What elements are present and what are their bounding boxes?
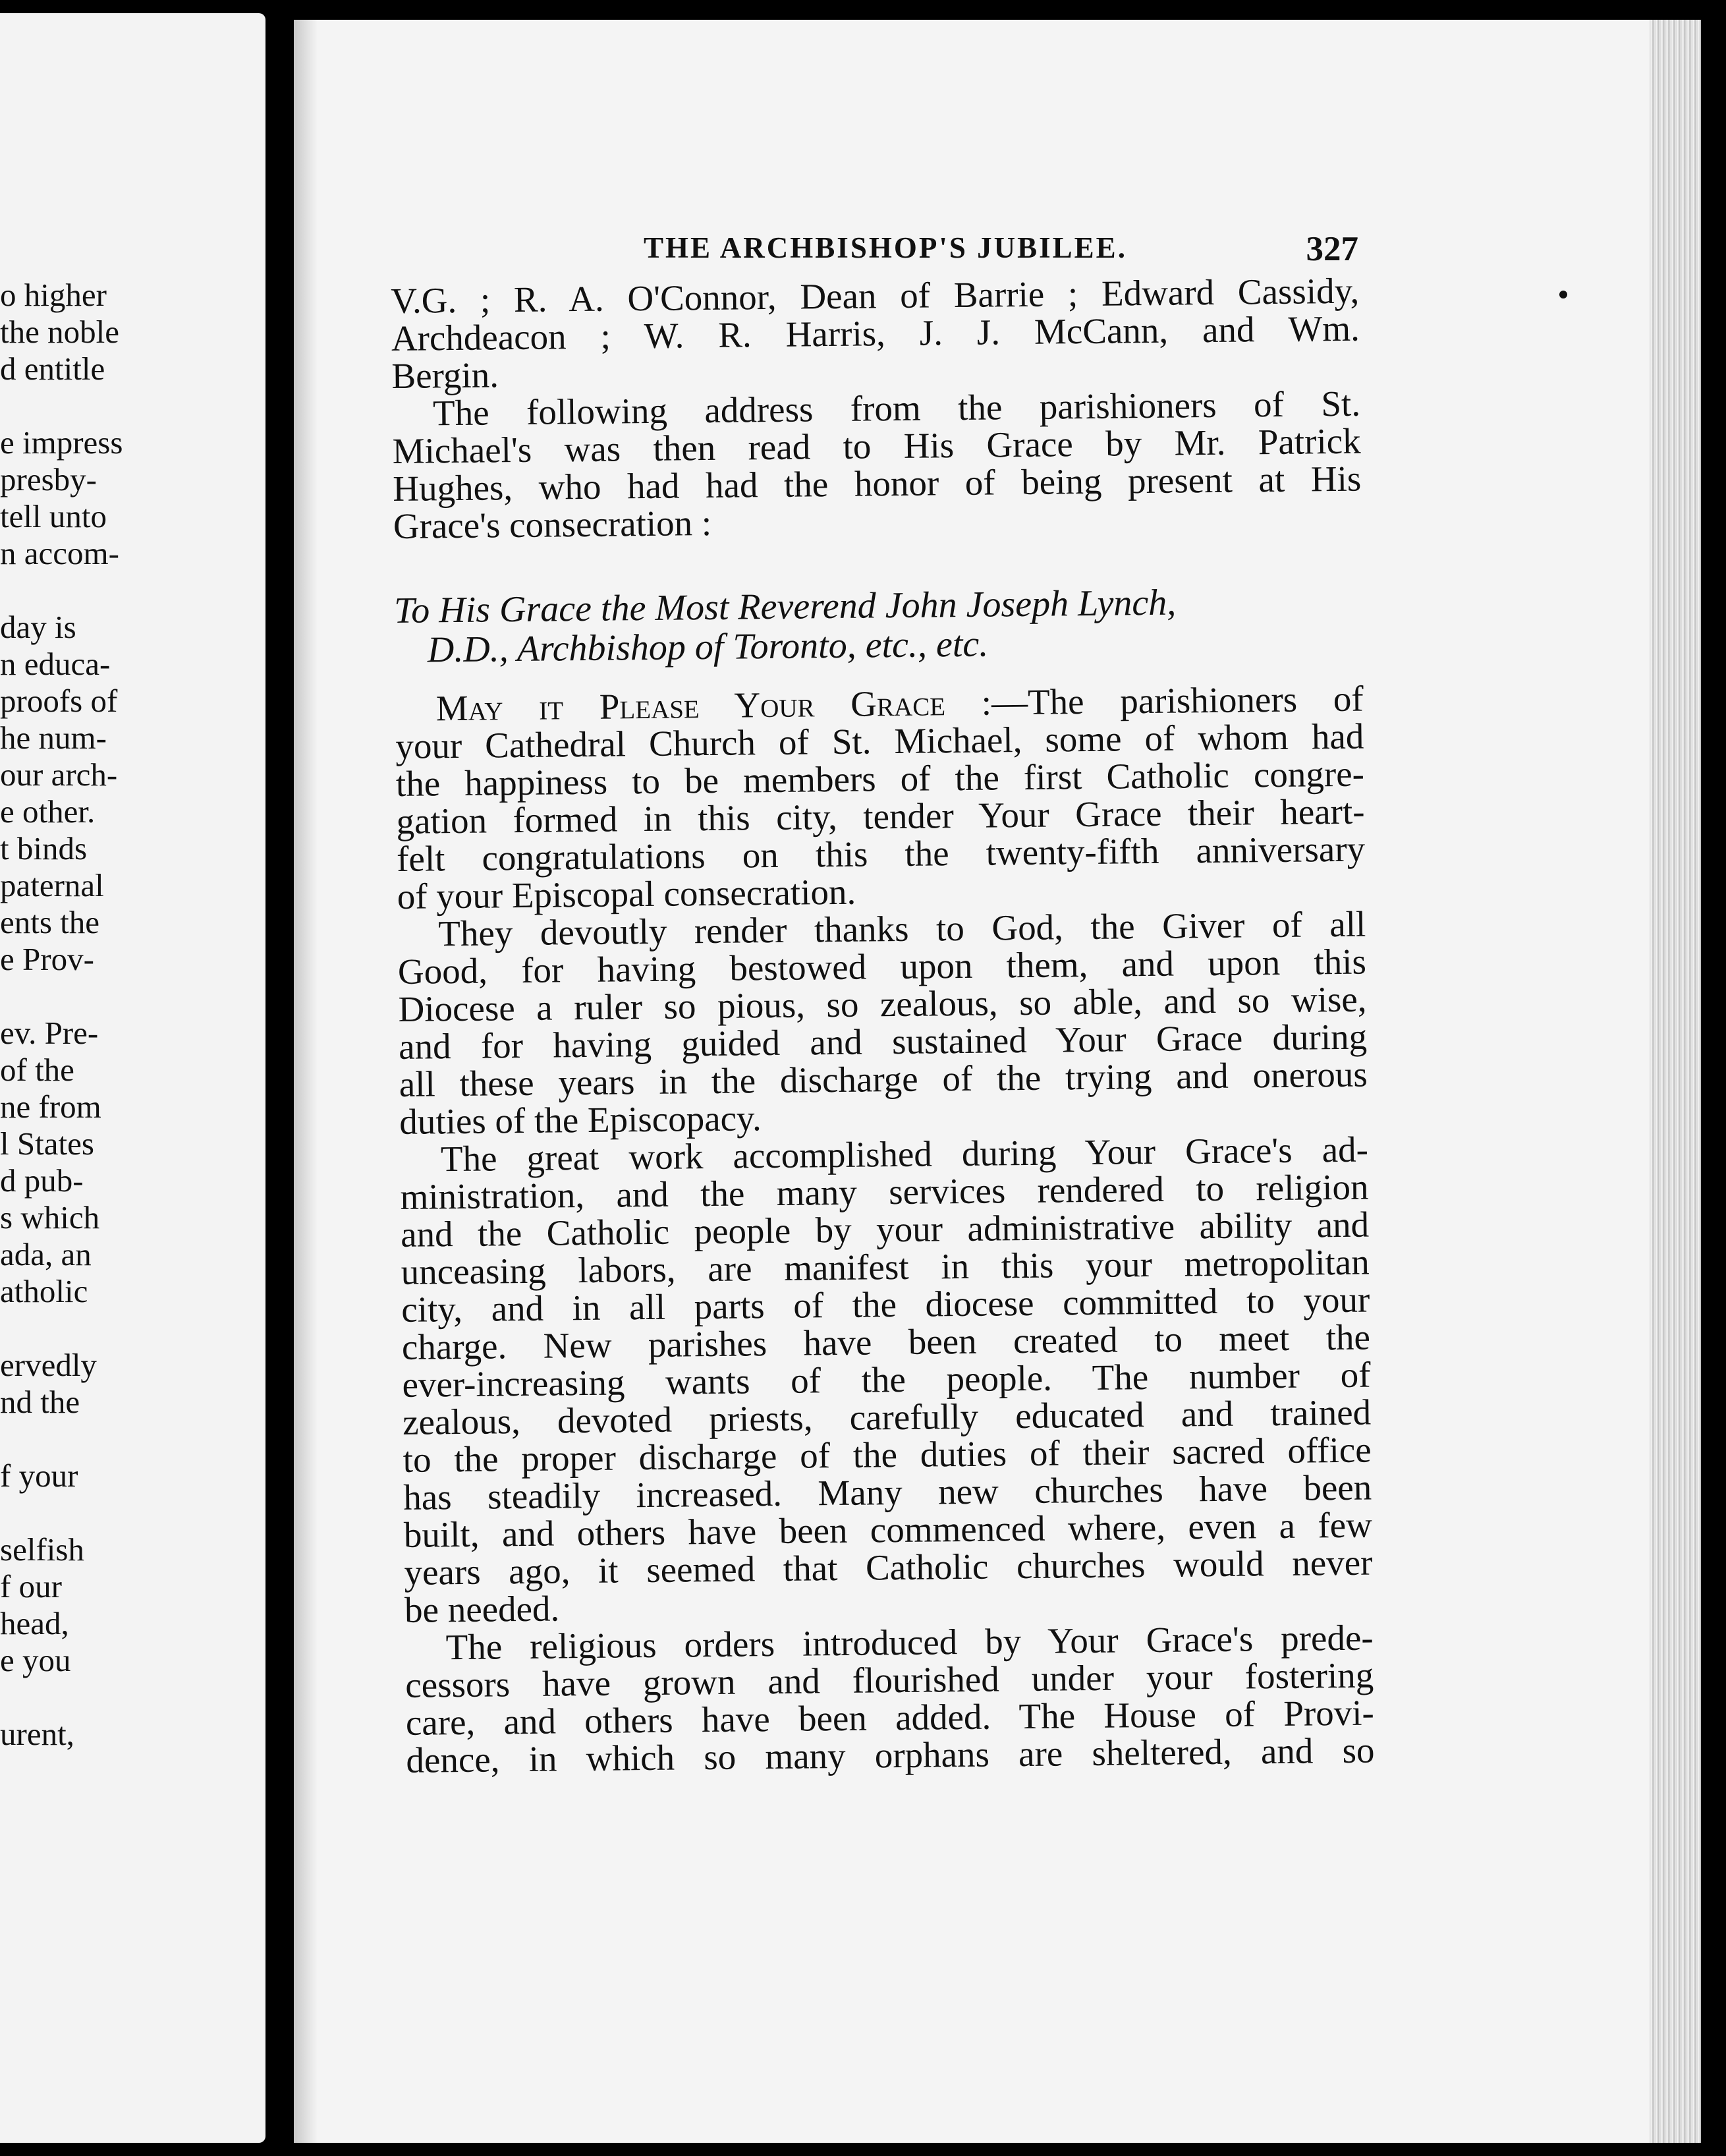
- text-line: your Cathedral Church of St. Michael, some of whom had: [395, 716, 1364, 766]
- text-line: all these years in the discharge of the trying and onerous: [399, 1054, 1368, 1104]
- address-line: D.D., Archbishop of Toronto, etc., etc.: [427, 623, 989, 671]
- running-head: [344, 210, 1358, 268]
- previous-page-line: tell unto: [0, 498, 107, 534]
- previous-page-line: f your: [0, 1458, 78, 1494]
- previous-page-line: e impress: [0, 424, 123, 461]
- text-line: ever-increasing wants of the people. The number of: [402, 1354, 1371, 1405]
- previous-page-line: f our: [0, 1568, 62, 1604]
- text-line: Archdeacon ; W. R. Harris, J. J. McCann, and Wm.: [391, 308, 1360, 358]
- text-line: built, and others have been commenced where, even a few: [403, 1504, 1373, 1555]
- previous-page-line: ne from: [0, 1089, 101, 1125]
- previous-page-line: ervedly: [0, 1347, 97, 1383]
- text-line: Bergin.: [391, 355, 499, 396]
- text-line: felt congratulations on this the twenty-fifth anniversary: [396, 828, 1366, 879]
- salutation: May it Please Your Grace :: [435, 682, 992, 729]
- previous-page-line: s which: [0, 1199, 100, 1235]
- previous-page-line: d pub-: [0, 1162, 84, 1199]
- text-line: of your Episcopal consecration.: [397, 871, 856, 917]
- text-line: and the Catholic people by your administrative ability and: [400, 1204, 1370, 1255]
- page-number: 327: [1306, 230, 1358, 268]
- text-line: unceasing labors, are manifest in this your metropolitan: [401, 1241, 1370, 1292]
- previous-page-line: n accom-: [0, 535, 119, 571]
- text-line: The following address from the parishioners of St.: [432, 383, 1361, 434]
- paragraph: [400, 1131, 1374, 1629]
- running-title: THE ARCHBISHOP'S JUBILEE.: [644, 231, 1127, 264]
- previous-page-line: day is: [0, 609, 76, 645]
- previous-page-line: ev. Pre-: [0, 1015, 99, 1051]
- previous-page-line: our arch-: [0, 756, 118, 793]
- text-line: zealous, devoted priests, carefully educated and trained: [402, 1392, 1372, 1442]
- text-line: care, and others have been added. The House of Provi-: [405, 1692, 1375, 1743]
- previous-page-line: urent,: [0, 1716, 74, 1752]
- previous-page: [0, 13, 265, 2143]
- text-line: to the proper discharge of the duties of their sacred office: [403, 1429, 1372, 1480]
- text-line: charge. New parishes have been created to meet the: [401, 1317, 1371, 1367]
- previous-page-line: l States: [0, 1125, 94, 1162]
- previous-page-line: e you: [0, 1642, 71, 1678]
- text-line: Diocese a ruler so pious, so zealous, so able, and so wise,: [398, 979, 1367, 1029]
- text-line: The religious orders introduced by Your Grace's prede-: [445, 1617, 1374, 1668]
- text-line: be needed.: [404, 1588, 560, 1630]
- paragraph: [392, 385, 1362, 545]
- paragraph: [404, 1618, 1374, 1778]
- previous-page-line: d entitle: [0, 351, 105, 387]
- previous-page-line: presby-: [0, 461, 97, 497]
- text-line: Grace's consecration :: [393, 502, 712, 546]
- text-line: has steadily increased. Many new churches have been: [403, 1467, 1372, 1518]
- text-line: Hughes, who had had the honor of being present at His: [392, 458, 1362, 509]
- page-body: [391, 272, 1375, 1779]
- previous-page-line: ada, an: [0, 1236, 92, 1272]
- ink-mark: [1559, 291, 1567, 298]
- address-heading: [394, 581, 1363, 670]
- text-line: city, and in all parts of the diocese committed to your: [401, 1279, 1370, 1330]
- address-line: To His Grace the Most Reverend John Joseph Lynch,: [393, 582, 1177, 631]
- salutation-rest: —The parishioners of: [991, 678, 1364, 723]
- previous-page-line: selfish: [0, 1531, 84, 1568]
- previous-page-line: head,: [0, 1605, 69, 1641]
- spine-shadow: [294, 20, 318, 2143]
- paragraph: [397, 905, 1368, 1141]
- previous-page-line: e other.: [0, 793, 96, 830]
- text-line: gation formed in this city, tender Your Grace their heart-: [396, 791, 1365, 841]
- text-line: V.G. ; R. A. O'Connor, Dean of Barrie ; Edward Cassidy,: [390, 270, 1360, 321]
- previous-page-line: he num-: [0, 720, 107, 756]
- previous-page-line: ents the: [0, 904, 100, 940]
- previous-page-line: o higher: [0, 277, 107, 313]
- previous-page-line: t binds: [0, 830, 88, 866]
- text-line: Michael's was then read to His Grace by Mr. Patrick: [392, 420, 1361, 471]
- text-line: They devoutly render thanks to God, the Giver of all: [438, 903, 1366, 954]
- text-line: years ago, it seemed that Catholic churches would never: [404, 1542, 1373, 1593]
- text-line: duties of the Episcopacy.: [399, 1098, 762, 1142]
- previous-page-line: the noble: [0, 314, 119, 350]
- text-line: ministration, and the many services rendered to religion: [400, 1166, 1369, 1217]
- previous-page-line: proofs of: [0, 683, 118, 719]
- text-line: the happiness to be members of the first Catholic congre-: [395, 753, 1365, 804]
- previous-page-line: e Prov-: [0, 941, 94, 977]
- paragraph: [395, 680, 1366, 915]
- text-line: Good, for having bestowed upon them, and upon this: [397, 941, 1367, 992]
- previous-page-line: nd the: [0, 1384, 80, 1420]
- previous-page-line: n educa-: [0, 646, 111, 682]
- previous-page-line: paternal: [0, 867, 104, 903]
- text-line: dence, in which so many orphans are sheltered, and so: [406, 1730, 1375, 1780]
- text-line: The great work accomplished during Your Grace's ad-: [440, 1129, 1369, 1179]
- intro-paragraph: [391, 272, 1360, 395]
- page-edges: [1650, 20, 1701, 2143]
- text-line: and for having guided and sustained Your Grace during: [398, 1016, 1368, 1067]
- previous-page-line: atholic: [0, 1273, 88, 1309]
- previous-page-line: of the: [0, 1052, 74, 1088]
- text-line: cessors have grown and flourished under your fostering: [404, 1655, 1374, 1705]
